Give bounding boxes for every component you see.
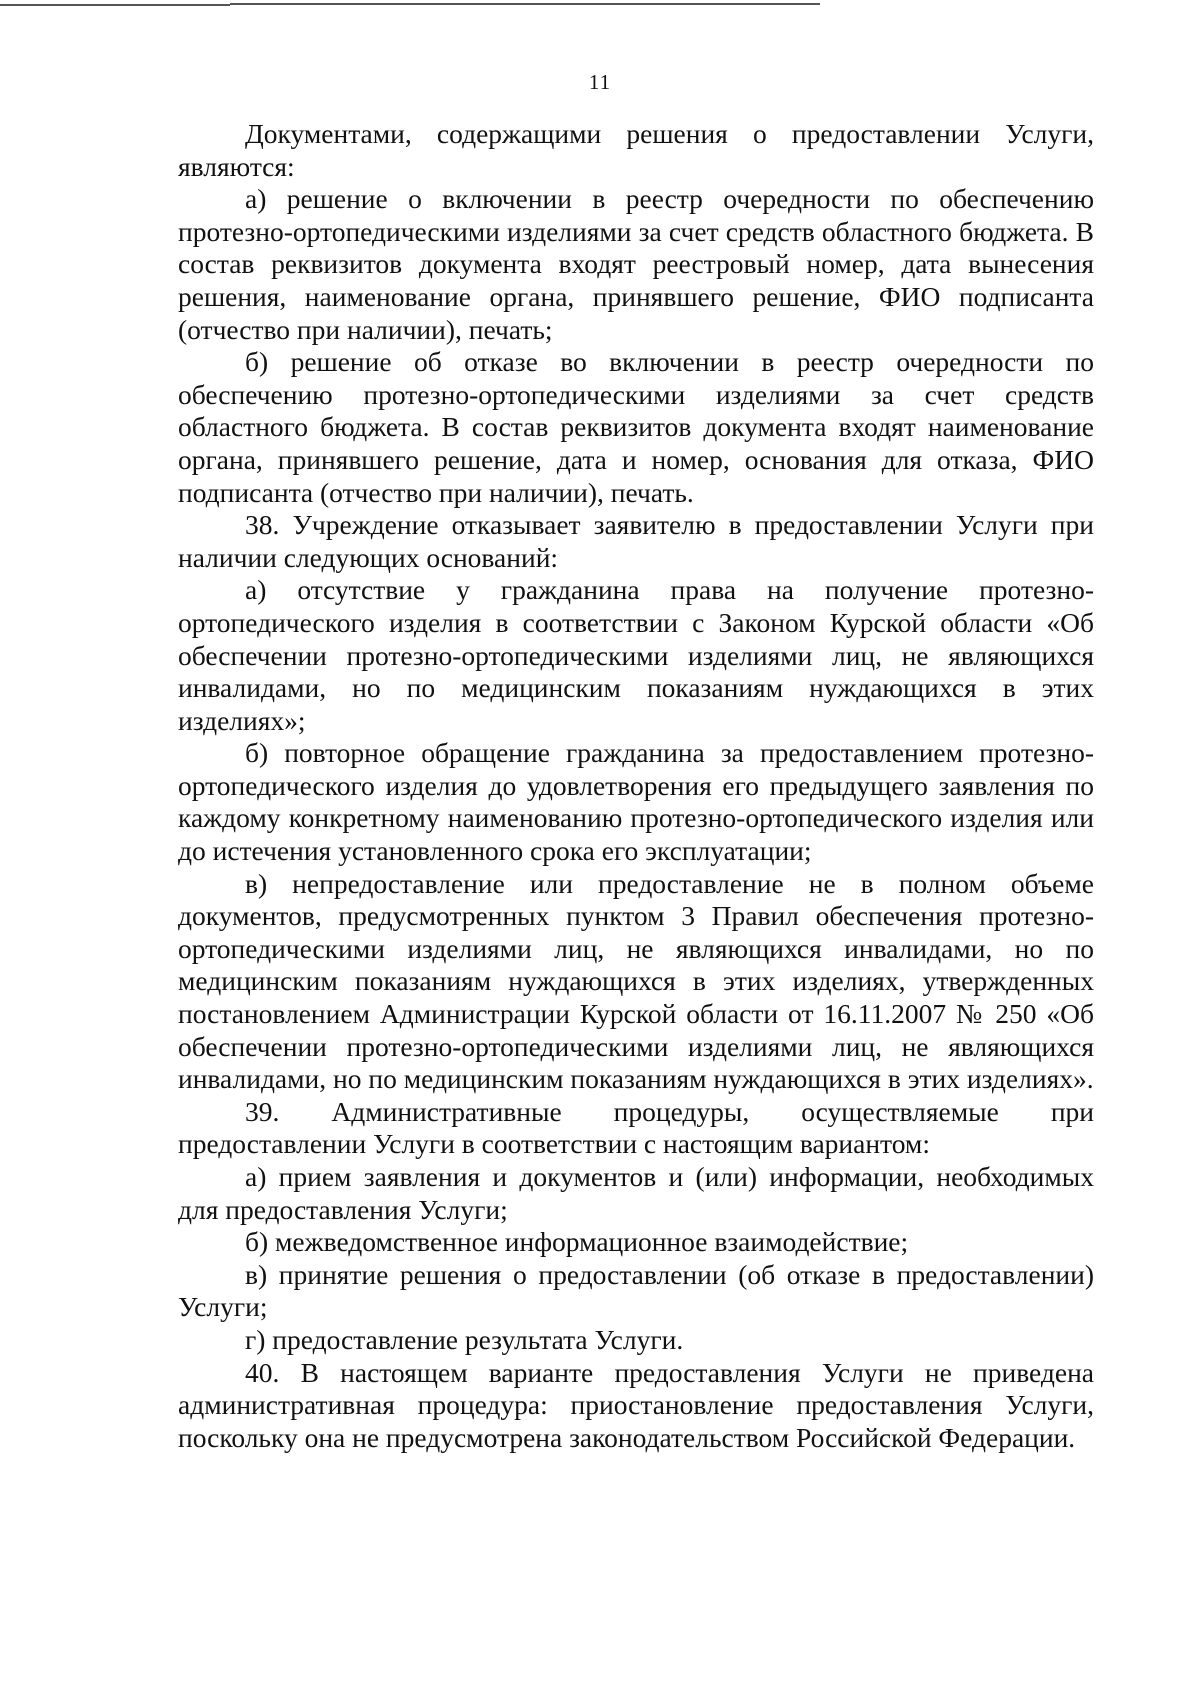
paragraph-38-b: б) повторное обращение гражданина за предоставлением протезно-ортопедического изделия до удовлетворения его предыдущего заявления по каждому конкретному наименованию протезно-ортопедического изделия или до истечения установленного срока его эксплуатации; [178,737,1094,867]
paragraph-39-g: г) предоставление результата Услуги. [245,1323,684,1355]
paragraph-39: 39. Административные процедуры, осуществляемые при предоставлении Услуги в соответствии с настоящим вариантом: [178,1095,1094,1160]
paragraph-item-b-refusal: б) решение об отказе во включении в реестр очередности по обеспечению протезно-ортопедическими изделиями за счет средств областного бюджета. В состав реквизитов документа входят наименование органа, принявшего решение, дата и номер, основания для отказа, ФИО подписанта (отчество при наличии), печать. [178,346,1094,508]
paragraph-39-b: б) межведомственное информационное взаимодействие; [245,1226,909,1258]
paragraph-39-a: а) прием заявления и документов и (или) информации, необходимых для предоставления Услуги; [178,1161,1094,1225]
page-number: 11 [588,70,612,94]
paragraph-intro: Документами, содержащими решения о предоставлении Услуги, являются: [178,118,1094,182]
paragraph-39-v: в) принятие решения о предоставлении (об отказе в предоставлении) Услуги; [178,1258,1094,1323]
scan-edge-line [230,3,820,5]
paragraph-38-a: а) отсутствие у гражданина права на получение протезно-ортопедического изделия в соответствии с Законом Курской области «Об обеспечении протезно-ортопедическими изделиями лиц, не являющихся инвалидами, но по медицинским показаниям нуждающихся в этих изделиях»; [178,574,1094,736]
document-body [178,118,1094,1454]
paragraph-item-a-decision: а) решение о включении в реестр очередности по обеспечению протезно-ортопедическими изделиями за счет средств областного бюджета. В состав реквизитов документа входят реестровый номер, дата вынесения решения, наименование органа, принявшего решение, ФИО подписанта (отчество при наличии), печать; [178,183,1094,345]
paragraph-38-v: в) непредоставление или предоставление не в полном объеме документов, предусмотренных пунктом 3 Правил обеспечения протезно-ортопедическими изделиями лиц, не являющихся инвалидами, но по медицинским показаниям нуждающихся в этих изделиях, утвержденных постановлением Администрации Курской области от 16.11.2007 № 250 «Об обеспечении протезно-ортопедическими изделиями лиц, не являющихся инвалидами, но по медицинским показаниям нуждающихся в этих изделиях». [178,867,1094,1095]
scan-edge-line [0,4,230,6]
paragraph-38: 38. Учреждение отказывает заявителю в предоставлении Услуги при наличии следующих оснований: [178,509,1094,573]
paragraph-40: 40. В настоящем варианте предоставления Услуги не приведена административная процедура: приостановление предоставления Услуги, поскольку она не предусмотрена законодательством Российской Федерации. [178,1356,1094,1453]
